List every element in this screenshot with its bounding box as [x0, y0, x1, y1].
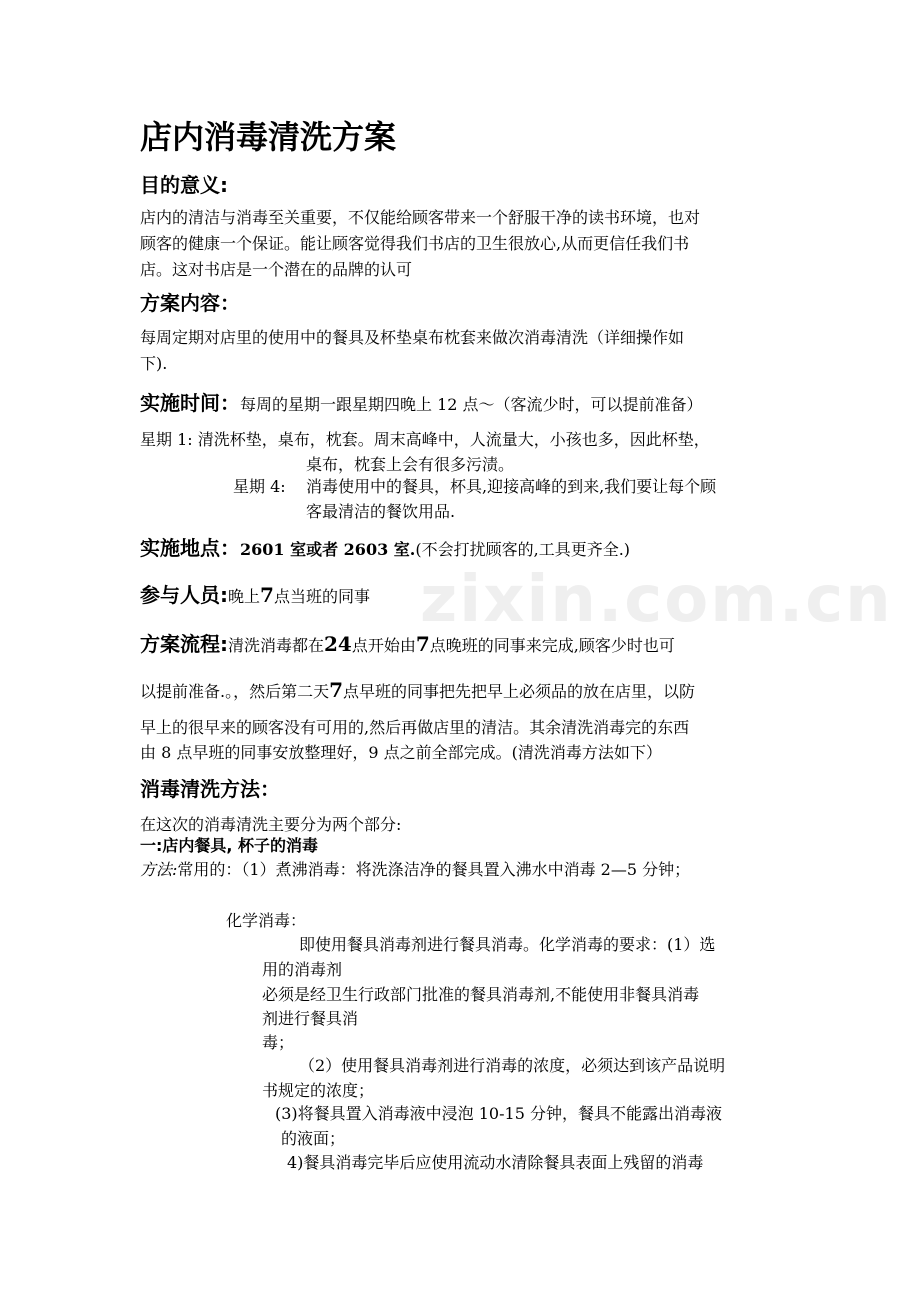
flow-text-2c: 点早班的同事把先把早上必须品的放在店里，以防: [343, 682, 696, 701]
people-heading: 参与人员:: [140, 583, 228, 607]
content-heading: 方案内容：: [140, 291, 240, 315]
method-heading: 消毒清洗方法：: [140, 777, 280, 801]
document-title: 店内消毒清洗方案: [140, 118, 397, 156]
part1-method-text: 常用的：（1）煮沸消毒：将洗涤洁净的餐具置入沸水中消毒 2—5 分钟；: [177, 860, 691, 879]
chem-line-5: 毒；: [262, 1033, 295, 1052]
flow-text-1e: 点晚班的同事来完成,顾客少时也可: [429, 636, 675, 655]
watermark: zixin.com.cn: [420, 563, 893, 637]
chem-line-9: 的液面；: [281, 1129, 346, 1148]
method-intro: 在这次的消毒清洗主要分为两个部分:: [140, 815, 402, 834]
flow-row-2: [140, 678, 695, 704]
chem-line-8: (3)将餐具置入消毒液中浸泡 10-15 分钟，餐具不能露出消毒液: [275, 1104, 722, 1123]
flow-text-1c: 点开始由: [351, 636, 416, 655]
monday-line-1: 星期 1: 清洗杯垫，桌布，枕套。周末高峰中，人流量大，小孩也多，因此杯垫，: [140, 430, 710, 449]
flow-row-4: 由 8 点早班的同事安放整理好，9 点之前全部完成。(清洗消毒方法如下）: [140, 743, 662, 762]
chem-line-10: 4)餐具消毒完毕后应使用流动水清除餐具表面上残留的消毒: [287, 1153, 704, 1172]
flow-num-24: 24: [324, 632, 352, 656]
purpose-line-1: 店内的清洁与消毒至关重要，不仅能给顾客带来一个舒服干净的读书环境，也对: [140, 208, 701, 227]
content-line-1: 每周定期对店里的使用中的餐具及杯垫桌布枕套来做次消毒清洗（详细操作如: [140, 328, 685, 347]
flow-text-1a: 清洗消毒都在: [228, 636, 325, 655]
thursday-line-2: 客最清洁的餐饮用品.: [306, 502, 456, 521]
part1-method-label: 方法:: [140, 860, 178, 879]
chem-line-7: 书规定的浓度；: [262, 1081, 375, 1100]
chem-line-3: 必须是经卫生行政部门批准的餐具消毒剂,不能使用非餐具消毒: [262, 985, 700, 1004]
place-heading: 实施地点：: [140, 536, 240, 560]
time-text: 每周的星期一跟星期四晚上 12 点～（客流少时，可以提前准备）: [240, 395, 703, 414]
time-heading: 实施时间：: [140, 391, 240, 415]
purpose-line-2: 顾客的健康一个保证。能让顾客觉得我们书店的卫生很放心,从而更信任我们书: [140, 234, 690, 253]
time-row: [140, 388, 703, 418]
chem-heading: 化学消毒：: [226, 911, 307, 930]
people-post: 点当班的同事: [273, 587, 370, 606]
place-row: [140, 533, 630, 563]
place-rooms: 2601 室或者 2603 室.: [240, 540, 416, 559]
purpose-heading: 目的意义:: [140, 173, 228, 197]
thursday-line-1: 消毒使用中的餐具，杯具,迎接高峰的到来,我们要让每个顾: [306, 477, 717, 496]
people-row: [140, 580, 370, 610]
flow-num-7: 7: [415, 632, 430, 656]
people-num: 7: [260, 583, 274, 607]
flow-row-1: [140, 629, 675, 659]
thursday-label: 星期 4:: [233, 477, 286, 496]
chem-line-6: （2）使用餐具消毒剂进行消毒的浓度，必须达到该产品说明: [299, 1056, 726, 1075]
part1-method: [140, 857, 690, 882]
flow-num-7b: 7: [329, 678, 344, 702]
chem-line-2: 用的消毒剂: [262, 960, 343, 979]
place-note: (不会打扰顾客的,工具更齐全.): [415, 540, 631, 559]
purpose-line-3: 店。这对书店是一个潜在的品牌的认可: [140, 260, 413, 279]
people-pre: 晚上: [228, 587, 261, 606]
flow-row-3: 早上的很早来的顾客没有可用的,然后再做店里的清洁。其余清洗消毒完的东西: [140, 718, 690, 737]
monday-line-2: 桌布，枕套上会有很多污渍。: [306, 455, 515, 474]
part1-heading: 一:店内餐具, 杯子的消毒: [140, 836, 319, 855]
content-line-2: 下).: [140, 354, 168, 373]
flow-heading: 方案流程:: [140, 632, 228, 656]
flow-text-2a: 以提前准备.。，然后第二天: [140, 682, 330, 701]
chem-line-1: 即使用餐具消毒剂进行餐具消毒。化学消毒的要求：(1）选: [299, 935, 716, 954]
chem-line-4: 剂进行餐具消: [262, 1009, 359, 1028]
